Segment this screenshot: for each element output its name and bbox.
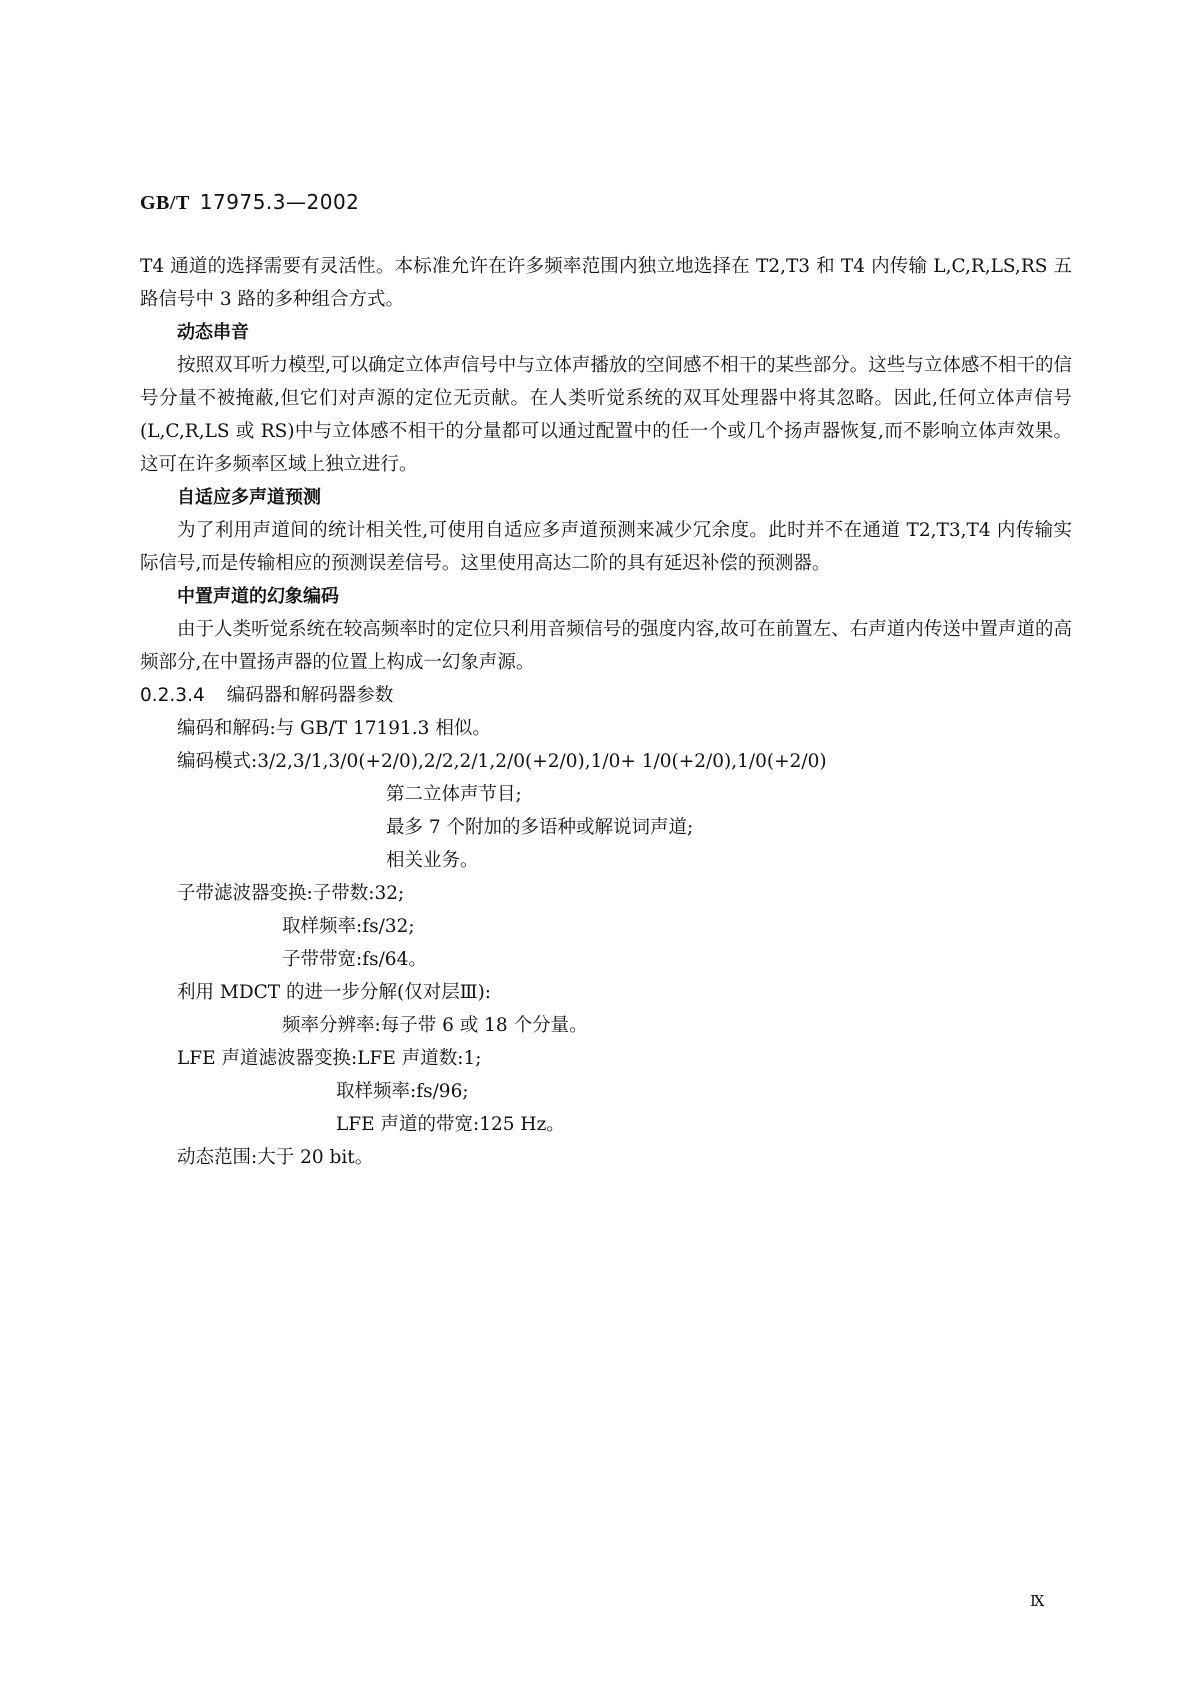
paragraph-dynamic-crosstalk: 按照双耳听力模型,可以确定立体声信号中与立体声播放的空间感不相干的某些部分。这些与立体感不相干的信号分量不被掩蔽,但它们对声源的定位无贡献。在人类听觉系统的双耳处理器中将其忽略。因此,任何立体声信号(L,C,R,LS 或 RS)中与立体感不相干的分量都可以通过配置中的任一个或几个扬声器恢复,而不影响立体声效果。这可在许多频率区域上独立进行。 (140, 355, 1072, 475)
standard-prefix: GB/T (140, 192, 190, 214)
paragraph-phantom-coding: 由于人类听觉系统在较高频率时的定位只利用音频信号的强度内容,故可在前置左、右声道内传送中置声道的高频部分,在中置扬声器的位置上构成一幻象声源。 (140, 619, 1072, 673)
param-subband-line: 取样频率:fs/32; (282, 916, 415, 937)
paragraph-adaptive-prediction: 为了利用声道间的统计相关性,可使用自适应多声道预测来减少冗余度。此时并不在通道 T2,T3,T4 内传输实际信号,而是传输相应的预测误差信号。这里使用高达二阶的具有延迟补偿的预测器。 (140, 520, 1072, 574)
document-header (140, 190, 359, 215)
param-coding-mode-line: 最多 7 个附加的多语种或解说词声道; (386, 817, 694, 838)
paragraph-channel-selection: T4 通道的选择需要有灵活性。本标准允许在许多频率范围内独立地选择在 T2,T3 和 T4 内传输 L,C,R,LS,RS 五路信号中 3 路的多种组合方式。 (140, 256, 1072, 310)
param-lfe-line: 取样频率:fs/96; (336, 1081, 469, 1102)
param-coding-mode-line: 第二立体声节目; (386, 784, 522, 805)
param-codec: 编码和解码:与 GB/T 17191.3 相似。 (177, 718, 491, 739)
heading-phantom-coding: 中置声道的幻象编码 (177, 586, 339, 607)
page-number: Ⅸ (1030, 1592, 1045, 1610)
param-coding-mode: 编码模式:3/2,3/1,3/0(+2/0),2/2,2/1,2/0(+2/0),1/0+ 1/0(+2/0),1/0(+2/0) (177, 751, 827, 772)
param-mdct: 利用 MDCT 的进一步分解(仅对层Ⅲ): (177, 982, 492, 1003)
param-dynamic-range: 动态范围:大于 20 bit。 (177, 1147, 374, 1168)
section-title: 编码器和解码器参数 (226, 685, 394, 706)
document-body (140, 250, 1072, 1174)
heading-adaptive-prediction: 自适应多声道预测 (177, 487, 321, 508)
param-lfe: LFE 声道滤波器变换:LFE 声道数:1; (177, 1048, 482, 1069)
param-coding-mode-line: 相关业务。 (386, 850, 479, 871)
section-number: 0.2.3.4 (140, 685, 205, 706)
param-subband: 子带滤波器变换:子带数:32; (177, 883, 405, 904)
param-lfe-line: LFE 声道的带宽:125 Hz。 (336, 1114, 565, 1135)
param-subband-line: 子带带宽:fs/64。 (282, 949, 427, 970)
standard-number: 17975.3—2002 (199, 190, 360, 214)
heading-dynamic-crosstalk: 动态串音 (177, 322, 249, 343)
param-mdct-line: 频率分辨率:每子带 6 或 18 个分量。 (282, 1015, 588, 1036)
section-heading (140, 679, 1072, 712)
